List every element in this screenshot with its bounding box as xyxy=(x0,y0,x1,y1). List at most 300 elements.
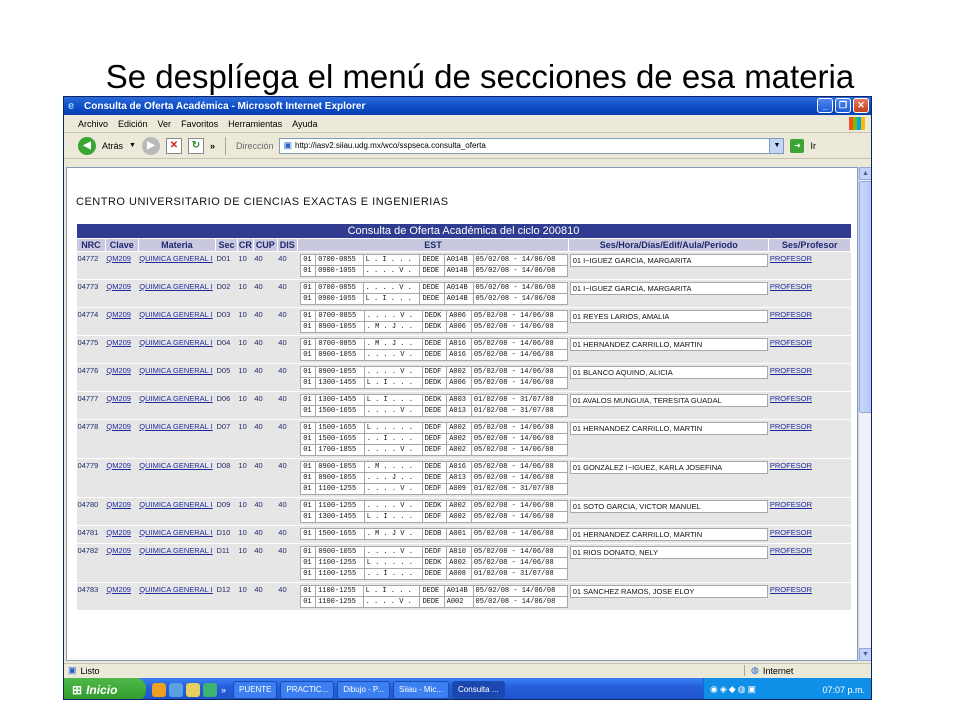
sessions-table xyxy=(300,461,568,495)
profesor-name: 01 HERNANDEZ CARRILLO, MARTIN xyxy=(570,422,768,435)
session-field: 01/02/08 - 31/07/08 xyxy=(471,394,567,405)
session-field: 05/02/08 - 14/06/08 xyxy=(471,366,567,377)
session-field: A014B xyxy=(444,293,473,304)
profesor-cell xyxy=(569,497,769,525)
session-field: DEDF xyxy=(422,483,447,494)
session-field: DEDF xyxy=(422,444,447,455)
session-field: 0900-1055 xyxy=(316,472,364,483)
profesor-cell xyxy=(569,458,769,497)
sessions-table xyxy=(300,528,568,540)
more-chevron-icon[interactable]: » xyxy=(209,140,215,151)
session-field: 0900-1055 xyxy=(316,349,364,360)
clave-link[interactable]: QM209 xyxy=(106,337,131,347)
session-row xyxy=(301,585,568,596)
session-field: L . I . . . xyxy=(363,293,420,304)
session-row xyxy=(301,405,568,416)
profesor-link-cell xyxy=(769,543,851,582)
menu-ayuda[interactable]: Ayuda xyxy=(292,118,318,129)
session-field: 01 xyxy=(301,349,316,360)
sessions-table xyxy=(300,310,568,333)
profesor-name: 01 I~IGUEZ GARCIA, MARGARITA xyxy=(570,254,768,267)
globe-icon: ◍ xyxy=(751,665,759,675)
profesor-cell xyxy=(569,391,769,419)
quick-launch xyxy=(152,683,217,697)
nrc-cell xyxy=(77,335,106,363)
cup: 40 xyxy=(254,253,263,263)
session-field: 05/02/08 - 14/06/08 xyxy=(471,472,567,483)
session-row xyxy=(301,366,568,377)
nrc: 04783 xyxy=(77,584,99,594)
session-field: 05/02/08 - 14/06/08 xyxy=(471,511,567,522)
session-field: A002 xyxy=(447,557,472,568)
session-field: DEDK xyxy=(422,500,447,511)
menu-herramientas[interactable]: Herramientas xyxy=(228,118,283,129)
session-field: A002 xyxy=(447,500,472,511)
session-field: 05/02/08 - 14/06/08 xyxy=(473,596,567,607)
session-field: A003 xyxy=(447,394,472,405)
address-dropdown-icon[interactable]: ▼ xyxy=(769,139,783,153)
clave-link[interactable]: QM209 xyxy=(106,421,131,431)
profesor-link-cell xyxy=(769,251,851,279)
quicklaunch-outlook-icon[interactable] xyxy=(152,683,166,697)
sessions-cell xyxy=(299,582,569,610)
sessions-cell xyxy=(299,391,569,419)
session-field: 05/02/08 - 14/06/08 xyxy=(473,254,567,265)
session-field: L . . . . . xyxy=(364,557,422,568)
sec: D07 xyxy=(216,421,231,431)
clave-link[interactable]: QM209 xyxy=(106,253,131,263)
sec: D02 xyxy=(216,281,231,291)
profesor-cell xyxy=(569,543,769,582)
clave-link[interactable]: QM209 xyxy=(106,460,131,470)
cr: 10 xyxy=(238,499,247,509)
clave-link[interactable]: QM209 xyxy=(106,281,131,291)
profesor-link[interactable]: PROFESOR xyxy=(769,393,812,403)
cup-cell xyxy=(253,363,277,391)
clock: 07:07 p.m. xyxy=(822,684,865,695)
session-field: 1300-1455 xyxy=(316,511,364,522)
sec-cell xyxy=(216,307,238,335)
materia-link[interactable]: QUIMICA GENERAL I xyxy=(139,499,213,509)
status-bar xyxy=(64,663,871,677)
nrc-cell xyxy=(77,391,106,419)
sec-cell xyxy=(216,363,238,391)
nrc: 04778 xyxy=(77,421,99,431)
start-label[interactable]: Inicio xyxy=(86,682,118,697)
session-field: A014B xyxy=(444,254,473,265)
col-sec: Sec xyxy=(216,238,238,251)
session-field: DEDE xyxy=(422,349,447,360)
profesor-link[interactable]: PROFESOR xyxy=(769,499,812,509)
clave-link[interactable]: QM209 xyxy=(106,309,131,319)
materia-link[interactable]: QUIMICA GENERAL I xyxy=(139,365,213,375)
session-field: 1100-1255 xyxy=(316,568,364,579)
materia-link[interactable]: QUIMICA GENERAL I xyxy=(139,421,213,431)
profesor-cell xyxy=(569,335,769,363)
profesor-link[interactable]: PROFESOR xyxy=(769,545,812,555)
address-label: Dirección xyxy=(235,140,274,151)
session-field: 01 xyxy=(301,377,316,388)
clave-link-cell xyxy=(105,251,138,279)
materia-link[interactable]: QUIMICA GENERAL I xyxy=(139,393,213,403)
cr-cell xyxy=(237,363,253,391)
stop-icon[interactable]: ✕ xyxy=(166,138,182,154)
session-field: 01 xyxy=(301,433,316,444)
profesor-link[interactable]: PROFESOR xyxy=(769,253,812,263)
session-field: 01 xyxy=(301,585,316,596)
materia-link[interactable]: QUIMICA GENERAL I xyxy=(139,309,213,319)
sec-cell xyxy=(216,251,238,279)
cup: 40 xyxy=(254,337,263,347)
session-field: 1100-1255 xyxy=(316,557,364,568)
slide-title: Se desplíega el menú de secciones de esa materia xyxy=(105,58,855,95)
session-field: 05/02/08 - 14/06/08 xyxy=(471,528,567,539)
cup-cell xyxy=(253,525,277,543)
go-label[interactable]: Ir xyxy=(810,140,816,151)
cup-cell xyxy=(253,251,277,279)
session-field: DEDF xyxy=(422,511,447,522)
session-field: L . I . . . xyxy=(363,585,420,596)
materia-link[interactable]: QUIMICA GENERAL I xyxy=(139,460,213,470)
cup: 40 xyxy=(254,460,263,470)
cr-cell xyxy=(237,307,253,335)
session-row xyxy=(301,596,568,607)
nrc-cell xyxy=(77,458,106,497)
cup: 40 xyxy=(254,527,263,537)
table-row xyxy=(77,419,851,458)
back-dropdown-icon[interactable]: ▼ xyxy=(129,142,136,149)
close-button[interactable]: ✕ xyxy=(853,98,869,113)
menu-edicion[interactable]: Edición xyxy=(118,118,148,129)
sec-cell xyxy=(216,391,238,419)
session-field: 1100-1255 xyxy=(316,483,364,494)
session-field: A009 xyxy=(447,483,472,494)
session-row xyxy=(301,321,568,332)
session-field: 05/02/08 - 14/06/08 xyxy=(471,321,567,332)
sec: D09 xyxy=(216,499,231,509)
nrc: 04780 xyxy=(77,499,99,509)
profesor-link-cell xyxy=(769,307,851,335)
session-field: . . . . V . xyxy=(364,310,422,321)
quicklaunch-messenger-icon[interactable] xyxy=(203,683,217,697)
profesor-link[interactable]: PROFESOR xyxy=(769,584,812,594)
session-field: 01 xyxy=(301,293,316,304)
session-field: 1500-1655 xyxy=(316,528,364,539)
session-field: 0900-1055 xyxy=(316,321,364,332)
windows-logo-icon xyxy=(849,117,865,130)
col-materia: Materia xyxy=(138,238,215,251)
col-nrc: NRC xyxy=(77,238,106,251)
session-row xyxy=(301,349,568,360)
sessions-cell xyxy=(299,458,569,497)
vertical-scrollbar[interactable] xyxy=(858,167,871,661)
cr: 10 xyxy=(238,337,247,347)
dis: 40 xyxy=(278,527,287,537)
session-field: L . I . . . xyxy=(364,377,422,388)
col-est: EST xyxy=(297,238,569,251)
session-field: DEDK xyxy=(422,377,447,388)
nrc-cell xyxy=(77,307,106,335)
session-field: 05/02/08 - 14/06/08 xyxy=(473,585,567,596)
forward-arrow-icon[interactable]: ▶ xyxy=(142,137,160,155)
session-field: A002 xyxy=(444,596,473,607)
session-field: A014B xyxy=(444,282,473,293)
start-button[interactable] xyxy=(64,678,146,700)
menu-archivo[interactable]: Archivo xyxy=(78,118,109,129)
cup: 40 xyxy=(254,499,263,509)
profesor-link-cell xyxy=(769,458,851,497)
minimize-button[interactable]: _ xyxy=(817,98,833,113)
session-field: 01 xyxy=(301,422,316,433)
session-row xyxy=(301,557,568,568)
task-siiau[interactable] xyxy=(393,681,449,699)
session-field: A002 xyxy=(447,366,472,377)
profesor-link[interactable]: PROFESOR xyxy=(769,365,812,375)
cr-cell xyxy=(237,419,253,458)
table-row xyxy=(77,582,851,610)
table-row xyxy=(77,251,851,279)
profesor-name: 01 REYES LARIOS, AMALIA xyxy=(570,310,768,323)
session-field: A014B xyxy=(444,265,473,276)
profesor-link[interactable]: PROFESOR xyxy=(769,337,812,347)
session-field: A002 xyxy=(447,444,472,455)
scroll-thumb[interactable] xyxy=(859,181,872,413)
sessions-cell xyxy=(299,307,569,335)
cup-cell xyxy=(253,279,277,307)
profesor-link[interactable]: PROFESOR xyxy=(769,281,812,291)
session-field: 01 xyxy=(301,557,316,568)
profesor-cell xyxy=(569,307,769,335)
nrc: 04782 xyxy=(77,545,99,555)
clave-link[interactable]: QM209 xyxy=(106,499,131,509)
session-field: 1300-1455 xyxy=(316,394,364,405)
address-field[interactable] xyxy=(279,138,784,154)
session-field: . . I . . . xyxy=(364,568,422,579)
session-field: 05/02/08 - 14/06/08 xyxy=(473,282,567,293)
oferta-table xyxy=(76,224,851,610)
materia-link[interactable]: QUIMICA GENERAL I xyxy=(139,545,213,555)
materia-link[interactable]: QUIMICA GENERAL I xyxy=(139,527,213,537)
profesor-cell xyxy=(569,582,769,610)
profesor-name: 01 HERNANDEZ CARRILLO, MARTIN xyxy=(570,528,768,541)
session-field: DEDF xyxy=(422,422,447,433)
session-field: DEDE xyxy=(420,585,444,596)
scroll-up-icon[interactable]: ▲ xyxy=(859,167,872,180)
dis-cell xyxy=(277,543,297,582)
go-arrow-icon[interactable]: ➜ xyxy=(790,139,804,153)
address-url[interactable]: http://iasv2.siiau.udg.mx/wco/sspseca.consulta_oferta xyxy=(295,141,486,150)
profesor-name: 01 SANCHEZ RAMOS, JOSE ELOY xyxy=(570,585,768,598)
dis-cell xyxy=(277,525,297,543)
back-arrow-icon[interactable]: ◀ xyxy=(78,137,96,155)
session-field: A002 xyxy=(447,422,472,433)
cr-cell xyxy=(237,543,253,582)
sessions-table xyxy=(300,338,568,361)
session-field: . . . . V . xyxy=(363,596,420,607)
sessions-cell xyxy=(299,497,569,525)
session-field: A016 xyxy=(447,461,472,472)
back-label[interactable]: Atrás xyxy=(102,140,124,151)
clave-link[interactable]: QM209 xyxy=(106,584,131,594)
task-dibujo[interactable] xyxy=(337,681,390,699)
sec-cell xyxy=(216,543,238,582)
clave-link[interactable]: QM209 xyxy=(106,545,131,555)
session-field: 01 xyxy=(301,394,316,405)
session-field: 01 xyxy=(301,472,316,483)
session-field: . . . . V . xyxy=(364,546,422,557)
dis-cell xyxy=(277,391,297,419)
session-row xyxy=(301,422,568,433)
cr-cell xyxy=(237,497,253,525)
table-row xyxy=(77,279,851,307)
materia-link[interactable]: QUIMICA GENERAL I xyxy=(139,281,213,291)
col-clave: Clave xyxy=(105,238,138,251)
profesor-cell xyxy=(569,419,769,458)
sec: D03 xyxy=(216,309,231,319)
windows-flag-icon: ⊞ xyxy=(72,682,83,697)
cr: 10 xyxy=(238,545,247,555)
session-field: 01 xyxy=(301,483,316,494)
task-puente[interactable] xyxy=(233,681,277,699)
session-field: . M . J V . xyxy=(364,528,422,539)
task-label: PRACTIC... xyxy=(286,685,329,694)
quicklaunch-ie-icon[interactable] xyxy=(169,683,183,697)
clave-link-cell xyxy=(105,543,138,582)
session-field: 01 xyxy=(301,528,316,539)
cr-cell xyxy=(237,335,253,363)
session-field: 01 xyxy=(301,338,316,349)
menu-ver[interactable]: Ver xyxy=(157,118,172,129)
profesor-link[interactable]: PROFESOR xyxy=(769,309,812,319)
zone-indicator xyxy=(744,665,793,676)
session-field: 0900-1055 xyxy=(316,293,364,304)
session-row xyxy=(301,338,568,349)
nrc-cell xyxy=(77,419,106,458)
session-field: 05/02/08 - 14/06/08 xyxy=(471,546,567,557)
session-field: 01 xyxy=(301,444,316,455)
dis-cell xyxy=(277,251,297,279)
dis: 40 xyxy=(278,545,287,555)
maximize-button[interactable]: ❐ xyxy=(835,98,851,113)
clave-link[interactable]: QM209 xyxy=(106,393,131,403)
profesor-name: 01 HERNANDEZ CARRILLO, MARTIN xyxy=(570,338,768,351)
nrc: 04774 xyxy=(77,309,99,319)
session-field: A016 xyxy=(447,338,472,349)
session-field: 01 xyxy=(301,282,316,293)
sec: D08 xyxy=(216,460,231,470)
cr-cell xyxy=(237,251,253,279)
session-row xyxy=(301,254,568,265)
cup: 40 xyxy=(254,309,263,319)
clave-link-cell xyxy=(105,363,138,391)
menu-bar xyxy=(64,115,871,133)
menu-favoritos[interactable]: Favoritos xyxy=(181,118,219,129)
session-field: 1100-1255 xyxy=(316,500,364,511)
session-field: DEDF xyxy=(422,546,447,557)
page-icon: ▣ xyxy=(283,140,292,150)
session-field: 01 xyxy=(301,568,316,579)
scroll-down-icon[interactable]: ▼ xyxy=(859,648,872,661)
taskbar-chevron-icon[interactable]: » xyxy=(221,684,227,695)
dis: 40 xyxy=(278,460,287,470)
sec: D10 xyxy=(216,527,231,537)
sessions-table xyxy=(300,500,568,523)
profesor-link-cell xyxy=(769,525,851,543)
materia-link-cell xyxy=(138,307,215,335)
tray-icons[interactable]: ◉◈◆◍▣ xyxy=(710,684,759,694)
materia-link[interactable]: QUIMICA GENERAL I xyxy=(139,337,213,347)
session-field: DEDE xyxy=(420,265,444,276)
session-field: 05/02/08 - 14/06/08 xyxy=(471,500,567,511)
nrc-cell xyxy=(77,525,106,543)
nrc-cell xyxy=(77,363,106,391)
session-row xyxy=(301,394,568,405)
quicklaunch-folder-icon[interactable] xyxy=(186,683,200,697)
session-field: DEDK xyxy=(422,557,447,568)
session-field: L . I . . . xyxy=(364,511,422,522)
sessions-table xyxy=(300,422,568,456)
cup: 40 xyxy=(254,281,263,291)
profesor-link-cell xyxy=(769,419,851,458)
session-field: A006 xyxy=(447,377,472,388)
session-field: 05/02/08 - 14/06/08 xyxy=(471,557,567,568)
session-field: 1500-1655 xyxy=(316,433,364,444)
materia-link[interactable]: QUIMICA GENERAL I xyxy=(139,253,213,263)
nrc-cell xyxy=(77,582,106,610)
status-text: Listo xyxy=(80,665,100,676)
window-titlebar[interactable] xyxy=(64,97,871,115)
clave-link-cell xyxy=(105,391,138,419)
session-field: 01 xyxy=(301,546,316,557)
task-consulta[interactable] xyxy=(452,681,504,699)
task-label: Consulta ... xyxy=(458,685,499,694)
sessions-table xyxy=(300,394,568,417)
cup-cell xyxy=(253,582,277,610)
session-field: DEDE xyxy=(422,568,447,579)
refresh-icon[interactable]: ↻ xyxy=(188,138,204,154)
clave-link[interactable]: QM209 xyxy=(106,527,131,537)
session-field: A010 xyxy=(447,546,472,557)
materia-link[interactable]: QUIMICA GENERAL I xyxy=(139,584,213,594)
task-practic[interactable] xyxy=(280,681,334,699)
session-field: 05/02/08 - 14/06/08 xyxy=(471,461,567,472)
dis-cell xyxy=(277,279,297,307)
session-row xyxy=(301,546,568,557)
browser-window xyxy=(63,96,872,700)
cr-cell xyxy=(237,582,253,610)
sec-cell xyxy=(216,419,238,458)
cr: 10 xyxy=(238,460,247,470)
cr-cell xyxy=(237,279,253,307)
session-row xyxy=(301,444,568,455)
cup: 40 xyxy=(254,584,263,594)
clave-link[interactable]: QM209 xyxy=(106,365,131,375)
materia-link-cell xyxy=(138,363,215,391)
status-page-icon: ▣ xyxy=(68,665,77,675)
profesor-link-cell xyxy=(769,497,851,525)
sessions-table xyxy=(300,585,568,608)
profesor-link[interactable]: PROFESOR xyxy=(769,527,812,537)
col-sesiones: Ses/Hora/Días/Edif/Aula/Periodo xyxy=(569,238,769,251)
profesor-link[interactable]: PROFESOR xyxy=(769,460,812,470)
session-field: DEDB xyxy=(422,528,447,539)
session-field: 1500-1655 xyxy=(316,422,364,433)
session-field: A013 xyxy=(447,472,472,483)
cup-cell xyxy=(253,335,277,363)
dis: 40 xyxy=(278,584,287,594)
sessions-cell xyxy=(299,251,569,279)
profesor-link[interactable]: PROFESOR xyxy=(769,421,812,431)
